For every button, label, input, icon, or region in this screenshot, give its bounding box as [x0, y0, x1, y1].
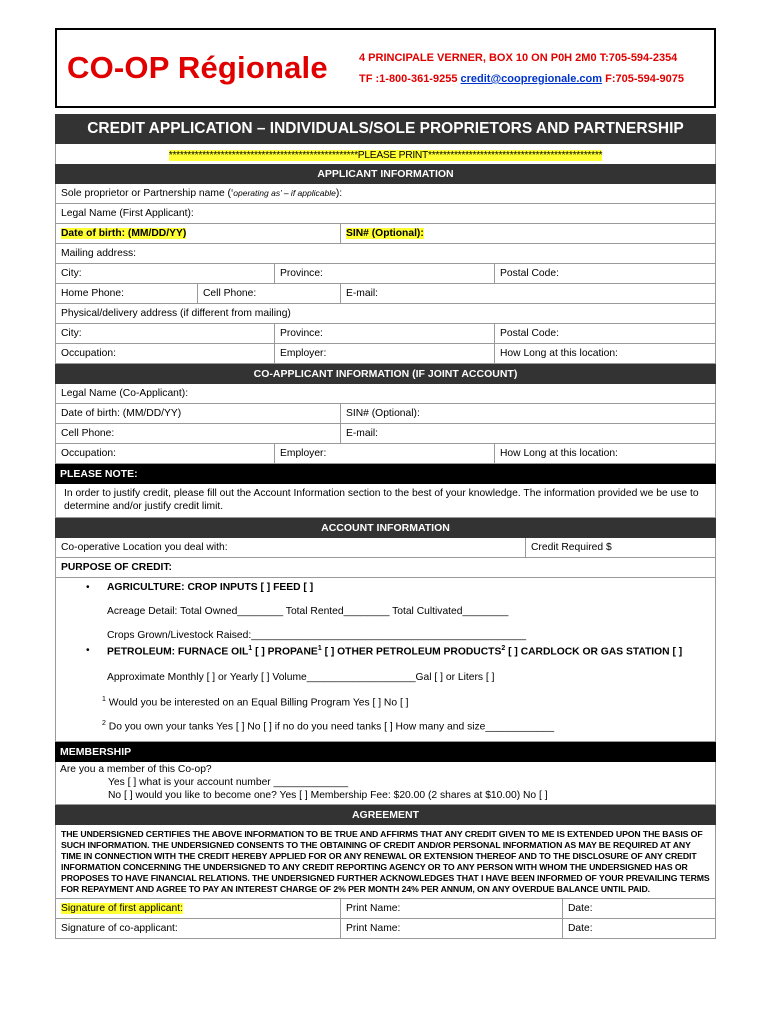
date-label: Date:: [568, 923, 593, 934]
agriculture-options[interactable]: AGRICULTURE: CROP INPUTS [ ] FEED [ ]: [107, 582, 314, 593]
membership-heading: MEMBERSHIP: [55, 742, 716, 762]
sole-name-row[interactable]: [55, 184, 716, 204]
co-legal-name-row[interactable]: [55, 384, 716, 404]
account-heading: ACCOUNT INFORMATION: [55, 518, 716, 538]
company-address: [359, 48, 684, 90]
how-long-label: How Long at this location:: [500, 348, 618, 359]
other-petroleum: [ ] OTHER PETROLEUM PRODUCTS: [321, 646, 502, 658]
tanks-text: Do you own your tanks Yes [ ] No [ ] if no do you need tanks [ ] How many and size____________: [108, 721, 555, 733]
occupation-label: Occupation:: [56, 344, 275, 363]
location-label: Co-operative Location you deal with:: [56, 538, 526, 557]
please-note-text: In order to justify credit, please fill out the Account Information section to the best of your knowledge. The information provided we be use to determine and/or justify credit limit.: [55, 484, 716, 518]
footnote-mark: 1: [317, 645, 322, 652]
contact-line: [359, 69, 684, 90]
propane: [ ] PROPANE: [252, 646, 318, 658]
purpose-label: PURPOSE OF CREDIT:: [61, 562, 172, 573]
footnote-mark: 1: [102, 696, 106, 703]
toll-free: TF :1-800-361-9255: [359, 73, 461, 85]
co-email-label: E-mail:: [346, 428, 379, 439]
sole-name-text: Sole proprietor or Partnership name (‘: [61, 188, 234, 199]
physical-label: Physical/delivery address (if different from mailing): [61, 308, 291, 319]
membership-section: [55, 762, 716, 805]
address-line: 4 PRINCIPALE VERNER, BOX 10 ON P0H 2M0 T:705-594-2354: [359, 52, 678, 64]
equal-billing-question[interactable]: [102, 696, 409, 708]
phone-row[interactable]: [55, 284, 716, 304]
print-name-label: Print Name:: [341, 919, 563, 938]
co-legal-name-label: Legal Name (Co-Applicant):: [61, 388, 189, 399]
co-dob-label: Date of birth: (MM/DD/YY): [56, 404, 341, 423]
legal-name-label: Legal Name (First Applicant):: [61, 208, 194, 219]
bullet-icon: •: [86, 582, 90, 593]
co-how-long-label: How Long at this location:: [500, 448, 618, 459]
home-phone-label: Home Phone:: [56, 284, 198, 303]
consumption-volume[interactable]: Approximate Monthly [ ] or Yearly [ ] Volume___________________Gal [ ] or Liters [ ]: [107, 672, 495, 683]
sole-name-end: ):: [335, 188, 343, 199]
occupation-row[interactable]: [55, 344, 716, 364]
cardlock: [ ] CARDLOCK OR GAS STATION [ ]: [505, 646, 683, 658]
city-label: City:: [56, 324, 275, 343]
postal-label: Postal Code:: [500, 268, 559, 279]
furnace-oil: PETROLEUM: FURNACE OIL: [107, 646, 249, 658]
cell-phone-label: Cell Phone:: [198, 284, 341, 303]
credit-application-form: [55, 28, 716, 939]
signature-row-1[interactable]: [55, 899, 716, 919]
legal-name-row[interactable]: [55, 204, 716, 224]
footnote-mark: 1: [248, 645, 253, 652]
company-logo: CO-OP Régionale: [67, 50, 328, 85]
dob-sin-row[interactable]: [55, 224, 716, 244]
sole-name-note: operating as’ – if applicable: [233, 188, 336, 198]
sole-name-label: [56, 184, 715, 203]
acreage-detail[interactable]: Acreage Detail: Total Owned________ Total Rented________ Total Cultivated________: [107, 606, 509, 617]
please-note-heading: PLEASE NOTE:: [55, 464, 716, 484]
crops-grown[interactable]: Crops Grown/Livestock Raised:________________________________________________: [107, 630, 527, 641]
sig1-field: [56, 899, 341, 918]
dob-field: [56, 224, 341, 243]
footnote-mark: 2: [102, 720, 106, 727]
petroleum-options[interactable]: [107, 645, 682, 657]
city-row[interactable]: [55, 264, 716, 284]
mailing-label: Mailing address:: [61, 248, 136, 259]
date-label: Date:: [568, 903, 593, 914]
tanks-question[interactable]: [102, 720, 554, 732]
bullet-icon: •: [86, 645, 90, 656]
signature-row-2[interactable]: [55, 919, 716, 939]
purpose-row: [55, 558, 716, 578]
employer-label: Employer:: [275, 344, 495, 363]
membership-question: Are you a member of this Co-op?: [60, 764, 212, 775]
agreement-heading: AGREEMENT: [55, 805, 716, 825]
postal-label: Postal Code:: [500, 328, 559, 339]
sig1-label: Signature of first applicant:: [61, 903, 183, 914]
co-employer-label: Employer:: [275, 444, 495, 463]
print-name-label: Print Name:: [341, 899, 563, 918]
agreement-text: THE UNDERSIGNED CERTIFIES THE ABOVE INFORMATION TO BE TRUE AND AFFIRMS THAT ANY CREDIT GIVEN TO ME IS EXTENDED UPON THE BASIS OF SUCH INFORMATION. THE UNDERSIGNED CONSENTS TO THE OBTAINING OF CREDIT AND/OR PERSONAL INFORMATION AS MAY BE REQUIRED AT ANY TIME IN CONNECTION WITH THE CREDIT HEREBY APPLIED FOR OR ANY RENEWAL OR EXTENSION THEREOF AND TO THE DISCLOSURE OF ANY CREDIT INFORMATION CONCERNING THE UNDERSIGNED TO ANY CREDIT REPORTING AGENCY OR TO ANY PERSON WITH WHOM THE UNDERSIGNED HAS OR PROPOSES TO HAVE FINANCIAL RELATIONS. THE UNDERSIGNED FURTHER ACKNOWLEDGES THAT I HAVE BEEN INFORMED OF YOUR PREVAILING TERMS FOR REPAYMENT AND AGREE TO PAY AN INTEREST CHARGE OF 2% PER MONTH 24% PER ANNUM, ON ANY OVERDUE BALANCE UNTIL PAID.: [55, 825, 716, 899]
please-print-banner: [55, 144, 716, 164]
province-label: Province:: [275, 264, 495, 283]
sin-field: [341, 224, 715, 243]
co-sin-label: SIN# (Optional):: [346, 408, 420, 419]
sin-label: SIN# (Optional):: [346, 228, 424, 239]
co-occupation-label: Occupation:: [56, 444, 275, 463]
letterhead: [55, 28, 716, 108]
equal-billing-text: Would you be interested on an Equal Billing Program Yes [ ] No [ ]: [108, 697, 409, 709]
fax: F:705-594-9075: [602, 73, 684, 85]
credit-required-label: Credit Required $: [531, 542, 612, 553]
email-link[interactable]: credit@coopregionale.com: [460, 73, 603, 85]
co-occupation-row[interactable]: [55, 444, 716, 464]
applicant-heading: APPLICANT INFORMATION: [55, 164, 716, 184]
physical-row[interactable]: [55, 304, 716, 324]
location-row[interactable]: [55, 538, 716, 558]
co-cell-label: Cell Phone:: [56, 424, 341, 443]
mailing-row[interactable]: [55, 244, 716, 264]
co-dob-sin-row[interactable]: [55, 404, 716, 424]
province-label: Province:: [275, 324, 495, 343]
coapplicant-heading: CO-APPLICANT INFORMATION (IF JOINT ACCOUNT): [55, 364, 716, 384]
dob-label: Date of birth: (MM/DD/YY): [61, 228, 187, 239]
physical-city-row[interactable]: [55, 324, 716, 344]
purpose-details: [55, 578, 716, 742]
footnote-mark: 2: [501, 645, 506, 652]
please-print-text: ***************************************************PLEASE PRINT***********************************************: [168, 150, 603, 161]
city-label: City:: [56, 264, 275, 283]
co-phone-row[interactable]: [55, 424, 716, 444]
membership-yes[interactable]: Yes [ ] what is your account number _____________: [108, 777, 349, 788]
sig2-label: Signature of co-applicant:: [56, 919, 341, 938]
membership-no[interactable]: No [ ] would you like to become one? Yes [ ] Membership Fee: $20.00 (2 shares at $10.00) No [ ]: [108, 790, 548, 801]
form-title: CREDIT APPLICATION – INDIVIDUALS/SOLE PROPRIETORS AND PARTNERSHIP: [55, 114, 716, 144]
email-label: E-mail:: [346, 288, 379, 299]
